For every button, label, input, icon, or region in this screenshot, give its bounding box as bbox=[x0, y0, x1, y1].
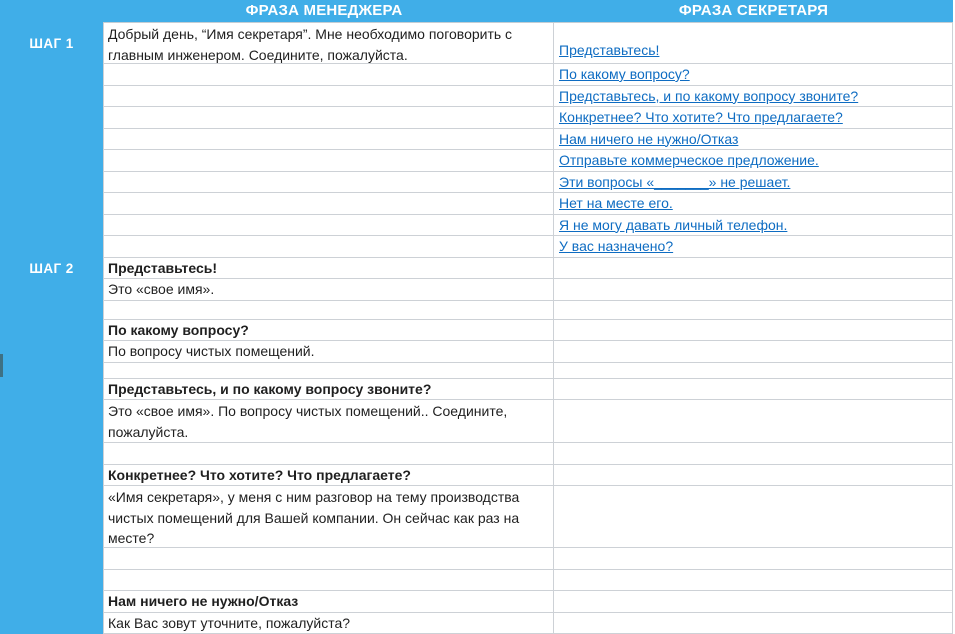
secretary-response-link[interactable]: Представьтесь, и по какому вопросу звоните? bbox=[559, 86, 858, 107]
manager-phrase-cell[interactable]: Как Вас зовут уточните, пожалуйста? bbox=[103, 613, 553, 634]
manager-phrase-cell[interactable]: Представьтесь, и по какому вопросу звоните? bbox=[103, 379, 553, 401]
secretary-phrase-cell[interactable] bbox=[553, 363, 953, 379]
step-column-cell bbox=[0, 486, 103, 548]
secretary-response-link[interactable]: Нам ничего не нужно/Отказ bbox=[559, 129, 738, 150]
step-column-cell bbox=[0, 64, 103, 86]
secretary-phrase-cell bbox=[553, 64, 953, 86]
manager-phrase-cell[interactable]: По вопросу чистых помещений. bbox=[103, 341, 553, 363]
step-1-label: ШАГ 1 bbox=[29, 36, 73, 51]
step-column-cell bbox=[0, 258, 103, 280]
script-row bbox=[0, 107, 953, 129]
secretary-response-link[interactable]: Представьтесь! bbox=[559, 40, 659, 61]
secretary-response-link[interactable]: По какому вопросу? bbox=[559, 64, 690, 85]
step-column-cell bbox=[0, 341, 103, 363]
secretary-phrase-cell[interactable] bbox=[553, 548, 953, 570]
script-row bbox=[0, 486, 953, 548]
manager-phrase-cell[interactable] bbox=[103, 570, 553, 592]
secretary-phrase-cell bbox=[553, 150, 953, 172]
script-row bbox=[0, 341, 953, 363]
step-column-cell bbox=[0, 400, 103, 443]
step-column-cell bbox=[0, 279, 103, 301]
script-row bbox=[0, 363, 953, 379]
manager-phrase-cell[interactable]: Это «свое имя». bbox=[103, 279, 553, 301]
step-column-cell bbox=[0, 591, 103, 613]
secretary-response-link[interactable]: Конкретнее? Что хотите? Что предлагаете? bbox=[559, 107, 843, 128]
step-column-cell bbox=[0, 548, 103, 570]
secretary-phrase-cell bbox=[553, 23, 953, 64]
step-column-cell bbox=[0, 613, 103, 634]
script-row bbox=[0, 443, 953, 465]
header-manager-label: ФРАЗА МЕНЕДЖЕРА bbox=[246, 1, 403, 22]
step-column-cell bbox=[0, 150, 103, 172]
secretary-response-link[interactable]: Эти вопросы «_______» не решает. bbox=[559, 172, 790, 193]
manager-phrase-cell[interactable] bbox=[103, 443, 553, 465]
script-row bbox=[0, 379, 953, 401]
step-column-cell bbox=[0, 86, 103, 108]
script-row bbox=[0, 172, 953, 194]
step-column-cell bbox=[0, 193, 103, 215]
step-column-cell bbox=[0, 129, 103, 151]
header-step-spacer bbox=[0, 0, 103, 23]
manager-phrase-cell[interactable]: Представьтесь! bbox=[103, 258, 553, 280]
step-column-cell bbox=[0, 379, 103, 401]
step-column-cell bbox=[0, 320, 103, 342]
manager-phrase-cell[interactable] bbox=[103, 86, 553, 108]
manager-phrase-cell[interactable]: Нам ничего не нужно/Отказ bbox=[103, 591, 553, 613]
secretary-phrase-cell[interactable] bbox=[553, 258, 953, 280]
script-row bbox=[0, 301, 953, 320]
step-column-cell bbox=[0, 443, 103, 465]
secretary-phrase-cell bbox=[553, 129, 953, 151]
step-column-cell bbox=[0, 215, 103, 237]
step-column-cell bbox=[0, 172, 103, 194]
script-row bbox=[0, 613, 953, 634]
script-row bbox=[0, 258, 953, 280]
manager-phrase-cell[interactable] bbox=[103, 301, 553, 320]
step-column-cell bbox=[0, 465, 103, 487]
secretary-phrase-cell bbox=[553, 86, 953, 108]
header-secretary-label: ФРАЗА СЕКРЕТАРЯ bbox=[679, 1, 828, 22]
script-row bbox=[0, 215, 953, 237]
secretary-response-link[interactable]: Отправьте коммерческое предложение. bbox=[559, 150, 819, 171]
secretary-phrase-cell bbox=[553, 172, 953, 194]
secretary-phrase-cell[interactable] bbox=[553, 486, 953, 548]
manager-phrase-cell[interactable]: Добрый день, “Имя секретаря”. Мне необходимо поговорить с главным инженером. Соедините, пожалуйста. bbox=[103, 23, 553, 64]
manager-phrase-cell[interactable] bbox=[103, 150, 553, 172]
script-row bbox=[0, 193, 953, 215]
script-row bbox=[0, 465, 953, 487]
secretary-phrase-cell[interactable] bbox=[553, 341, 953, 363]
header-row bbox=[0, 0, 953, 23]
secretary-phrase-cell[interactable] bbox=[553, 465, 953, 487]
script-row bbox=[0, 591, 953, 613]
secretary-phrase-cell[interactable] bbox=[553, 301, 953, 320]
secretary-phrase-cell[interactable] bbox=[553, 400, 953, 443]
secretary-phrase-cell[interactable] bbox=[553, 613, 953, 634]
manager-phrase-cell[interactable]: «Имя секретаря», у меня с ним разговор на тему производства чистых помещений для Вашей компании. Он сейчас как раз на месте? bbox=[103, 486, 553, 548]
script-row bbox=[0, 279, 953, 301]
secretary-phrase-cell bbox=[553, 215, 953, 237]
script-row bbox=[0, 320, 953, 342]
manager-phrase-cell[interactable] bbox=[103, 215, 553, 237]
manager-phrase-cell[interactable] bbox=[103, 129, 553, 151]
secretary-phrase-cell[interactable] bbox=[553, 320, 953, 342]
manager-phrase-cell[interactable] bbox=[103, 193, 553, 215]
script-row bbox=[0, 86, 953, 108]
secretary-response-link[interactable]: Я не могу давать личный телефон. bbox=[559, 215, 787, 236]
secretary-phrase-cell bbox=[553, 193, 953, 215]
step-column-cell bbox=[0, 301, 103, 320]
secretary-phrase-cell[interactable] bbox=[553, 591, 953, 613]
secretary-response-link[interactable]: Нет на месте его. bbox=[559, 193, 673, 214]
manager-phrase-cell[interactable] bbox=[103, 236, 553, 258]
script-row bbox=[0, 570, 953, 592]
manager-phrase-cell[interactable] bbox=[103, 172, 553, 194]
step-2-label: ШАГ 2 bbox=[29, 261, 73, 276]
header-secretary-cell bbox=[553, 0, 953, 23]
script-row bbox=[0, 129, 953, 151]
script-row bbox=[0, 236, 953, 258]
script-row bbox=[0, 548, 953, 570]
manager-phrase-cell[interactable] bbox=[103, 107, 553, 129]
secretary-phrase-cell[interactable] bbox=[553, 279, 953, 301]
secretary-phrase-cell[interactable] bbox=[553, 570, 953, 592]
manager-phrase-cell[interactable] bbox=[103, 64, 553, 86]
script-row bbox=[0, 400, 953, 443]
manager-phrase-cell[interactable]: Это «свое имя». По вопросу чистых помещений.. Соедините, пожалуйста. bbox=[103, 400, 553, 443]
header-manager-cell bbox=[103, 0, 553, 23]
sheet-edge-marker bbox=[0, 354, 3, 377]
step-column-cell bbox=[0, 23, 103, 64]
manager-phrase-cell[interactable]: Конкретнее? Что хотите? Что предлагаете? bbox=[103, 465, 553, 487]
script-row bbox=[0, 64, 953, 86]
step-column-cell bbox=[0, 570, 103, 592]
manager-phrase-cell[interactable] bbox=[103, 548, 553, 570]
secretary-phrase-cell[interactable] bbox=[553, 443, 953, 465]
secretary-phrase-cell bbox=[553, 236, 953, 258]
step-column-cell bbox=[0, 107, 103, 129]
step-column-cell bbox=[0, 236, 103, 258]
manager-phrase-cell[interactable]: По какому вопросу? bbox=[103, 320, 553, 342]
secretary-phrase-cell[interactable] bbox=[553, 379, 953, 401]
step-column-cell bbox=[0, 363, 103, 379]
secretary-response-link[interactable]: У вас назначено? bbox=[559, 236, 673, 257]
secretary-phrase-cell bbox=[553, 107, 953, 129]
script-row bbox=[0, 150, 953, 172]
manager-phrase-cell[interactable] bbox=[103, 363, 553, 379]
script-row bbox=[0, 23, 953, 64]
